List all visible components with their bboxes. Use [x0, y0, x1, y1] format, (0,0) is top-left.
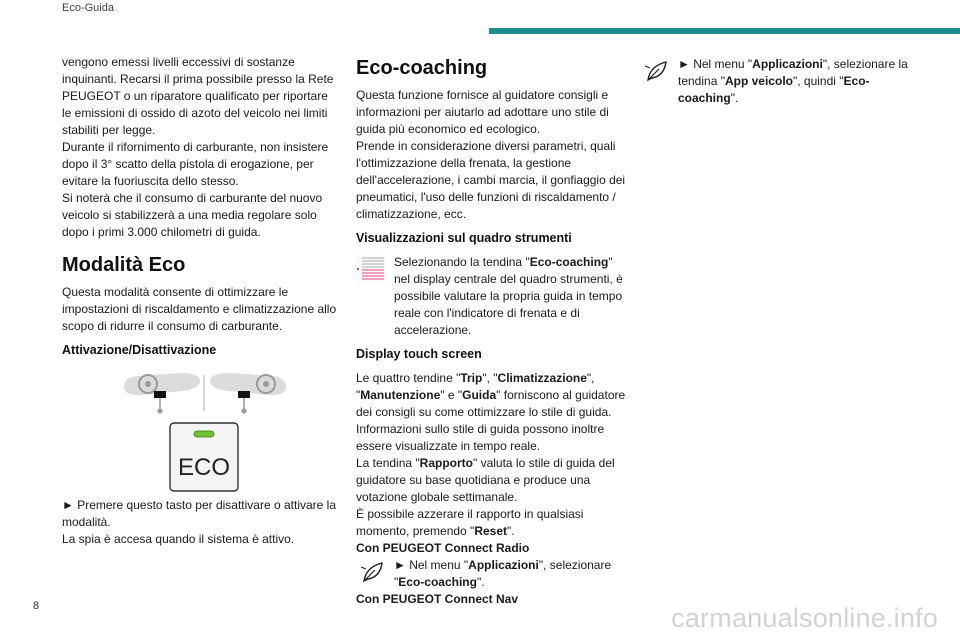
column-left	[62, 54, 340, 548]
page-number: 8	[33, 600, 40, 612]
header-accent-bar	[489, 28, 960, 34]
paragraph-intro: Questa funzione fornisce al guidatore consigli e informazioni per aiutarlo ad adottare uno stile di guida più economico ed ecologico.	[356, 88, 609, 136]
paragraph-tabs: Le quattro tendine "Trip", "Climatizzazione", "Manutenzione" e "Guida" forniscono al guidatore dei consigli su come ottimizzare lo stile di guida.	[356, 371, 626, 419]
heading-eco-coaching: Eco-coaching	[356, 57, 488, 79]
subheading-connect-radio: Con PEUGEOT Connect Radio	[356, 541, 530, 555]
column-right	[640, 56, 910, 107]
paragraph-reset: È possibile azzerare il rapporto in qualsiasi momento, premendo "Reset".	[356, 507, 584, 538]
eco-button-label: ECO	[177, 454, 230, 481]
heading-eco-mode: Modalità Eco	[62, 254, 186, 276]
paragraph-report: La tendina "Rapporto" valuta lo stile di guida del guidatore su base quotidiana e produce una votazione globale settimanale.	[356, 456, 615, 504]
paragraph-refuel: Durante il rifornimento di carburante, non insistere dopo il 3° scatto della pistola di erogazione, per evitare la fuoriuscita dello stesso.	[62, 140, 329, 188]
paragraph-press-button: ► Premere questo tasto per disattivare o attivare la modalità.	[62, 498, 337, 529]
eco-button-illustration	[62, 365, 340, 493]
heading-activation: Attivazione/Disattivazione	[62, 343, 217, 357]
paragraph-cluster: Selezionando la tendina "Eco-coaching" nel display centrale del quadro strumenti, è possibile valutare la propria guida in tempo reale con l'indicatore di frenata e di accelerazione.	[356, 254, 626, 339]
watermark: carmanualsonline.info	[671, 603, 938, 633]
leaf-app-icon	[644, 58, 670, 84]
paragraph-eco-mode: Questa modalità consente di ottimizzare le impostazioni di riscaldamento e climatizzazione allo scopo di ridurre il consumo di carburante.	[62, 285, 337, 333]
leaf-app-icon	[360, 559, 386, 585]
paragraph-emissions: vengono emessi livelli eccessivi di sostanze inquinanti. Recarsi il prima possibile presso la Rete PEUGEOT o un riparatore qualificato per riportare le emissioni di ossido di azoto del veicolo nei limiti stabiliti per legge.	[62, 55, 334, 137]
eco-coaching-gauge-icon	[356, 255, 386, 283]
heading-touch-screen: Display touch screen	[356, 347, 482, 361]
subheading-connect-nav: Con PEUGEOT Connect Nav	[356, 592, 519, 606]
header-section-title: Eco-Guida	[62, 2, 114, 14]
heading-cluster-display: Visualizzazioni sul quadro strumenti	[356, 231, 572, 245]
paragraph-parameters: Prende in considerazione diversi parametri, quali l'ottimizzazione della frenata, la gestione dell'accelerazione, i cambi marcia, il gonfiaggio dei pneumatici, l'uso delle funzioni di riscaldamento / climatizzazione, ecc.	[356, 139, 626, 221]
paragraph-radio-steps: ► Nel menu "Applicazioni", selezionare "Eco-coaching".	[356, 557, 626, 591]
paragraph-indicator-lamp: La spia è accesa quando il sistema è attivo.	[62, 532, 295, 546]
paragraph-consumption: Si noterà che il consumo di carburante del nuovo veicolo si stabilizzerà a una media regolare solo dopo i primi 3.000 chilometri di guida.	[62, 191, 323, 239]
paragraph-realtime: Informazioni sullo stile di guida possono inoltre essere visualizzate in tempo reale.	[356, 422, 605, 453]
paragraph-nav-steps: ► Nel menu "Applicazioni", selezionare la tendina "App veicolo", quindi "Eco-coaching".	[640, 56, 910, 107]
column-middle	[356, 56, 626, 608]
